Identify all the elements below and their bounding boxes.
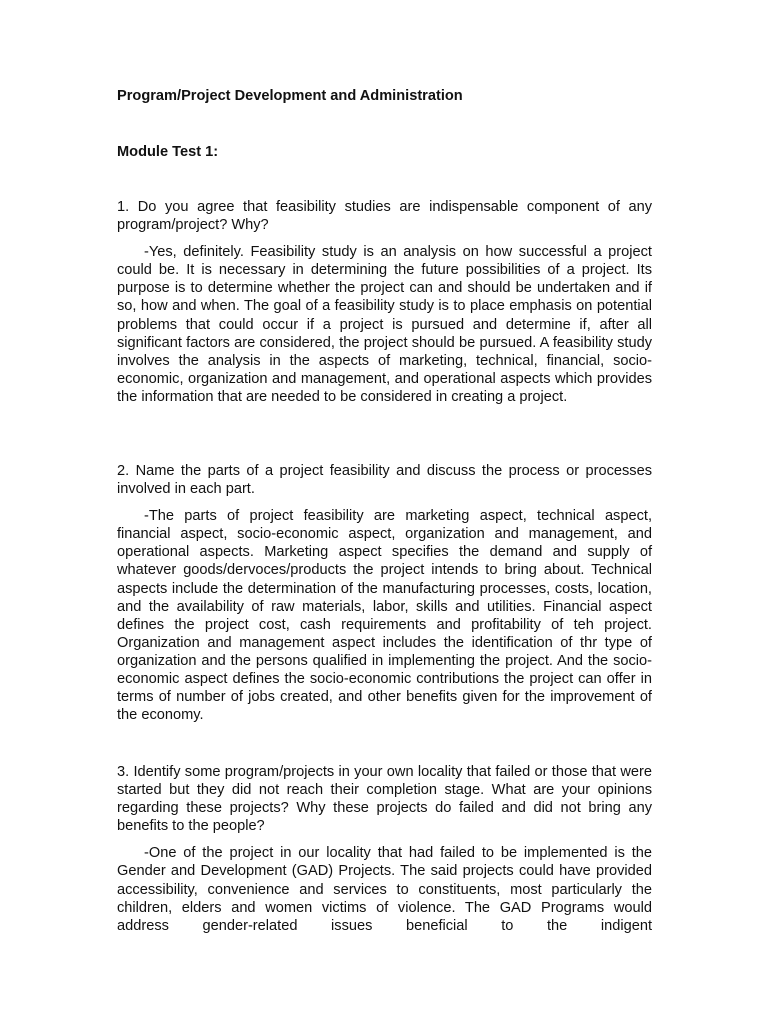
question-block-3 xyxy=(117,763,652,935)
module-test-heading: Module Test 1: xyxy=(117,144,219,160)
question-3: 3. Identify some program/projects in your own locality that failed or those that were started but they did not reach their completion stage. What are your opinions regarding these projects? Why these projects do failed and did not bring any benefits to the people? xyxy=(117,764,652,835)
question-2: 2. Name the parts of a project feasibility and discuss the process or processes involved in each part. xyxy=(117,463,652,498)
answer-3: -One of the project in our locality that had failed to be implemented is the Gender and Development (GAD) Projects. The said projects could have provided accessibility, convenience and services to constituents, most particularly the children, elders and women victims of violence. The GAD Programs would address gender-related issues beneficial to the indigent xyxy=(117,845,652,934)
question-1: 1. Do you agree that feasibility studies are indispensable component of any program/project? Why? xyxy=(117,199,652,234)
answer-1: -Yes, definitely. Feasibility study is an analysis on how successful a project could be. It is necessary in determining the future possibilities of a project. Its purpose is to determine whether the project can and should be undertaken and if so, how and when. The goal of a feasibility study is to place emphasis on potential problems that could occur if a project is pursued and determine if, after all significant factors are considered, the project should be pursued. A feasibility study involves the analysis in the aspects of marketing, technical, financial, socio-economic, organization and management, and operational aspects which provides the information that are needed to be considered in creating a project. xyxy=(117,244,652,405)
question-block-2 xyxy=(117,462,652,724)
answer-2: -The parts of project feasibility are marketing aspect, technical aspect, financial aspect, socio-economic aspect, organization and management, and operational aspects. Marketing aspect specifies the demand and supply of whatever goods/dervoces/products the project intends to bring about. Technical aspects include the determination of the manufacturing processes, costs, location, and the availability of raw materials, labor, skills and utilities. Financial aspect defines the project cost, cash requirements and profitability of teh project. Organization and management aspect includes the identification of thr type of organization and the persons qualified in implementing the project. And the socio-economic aspect defines the socio-economic contributions the project can offer in terms of number of jobs created, and other benefits given for the improvement of the economy. xyxy=(117,508,652,724)
document-title: Program/Project Development and Administration xyxy=(117,88,463,104)
question-block-1 xyxy=(117,198,652,406)
